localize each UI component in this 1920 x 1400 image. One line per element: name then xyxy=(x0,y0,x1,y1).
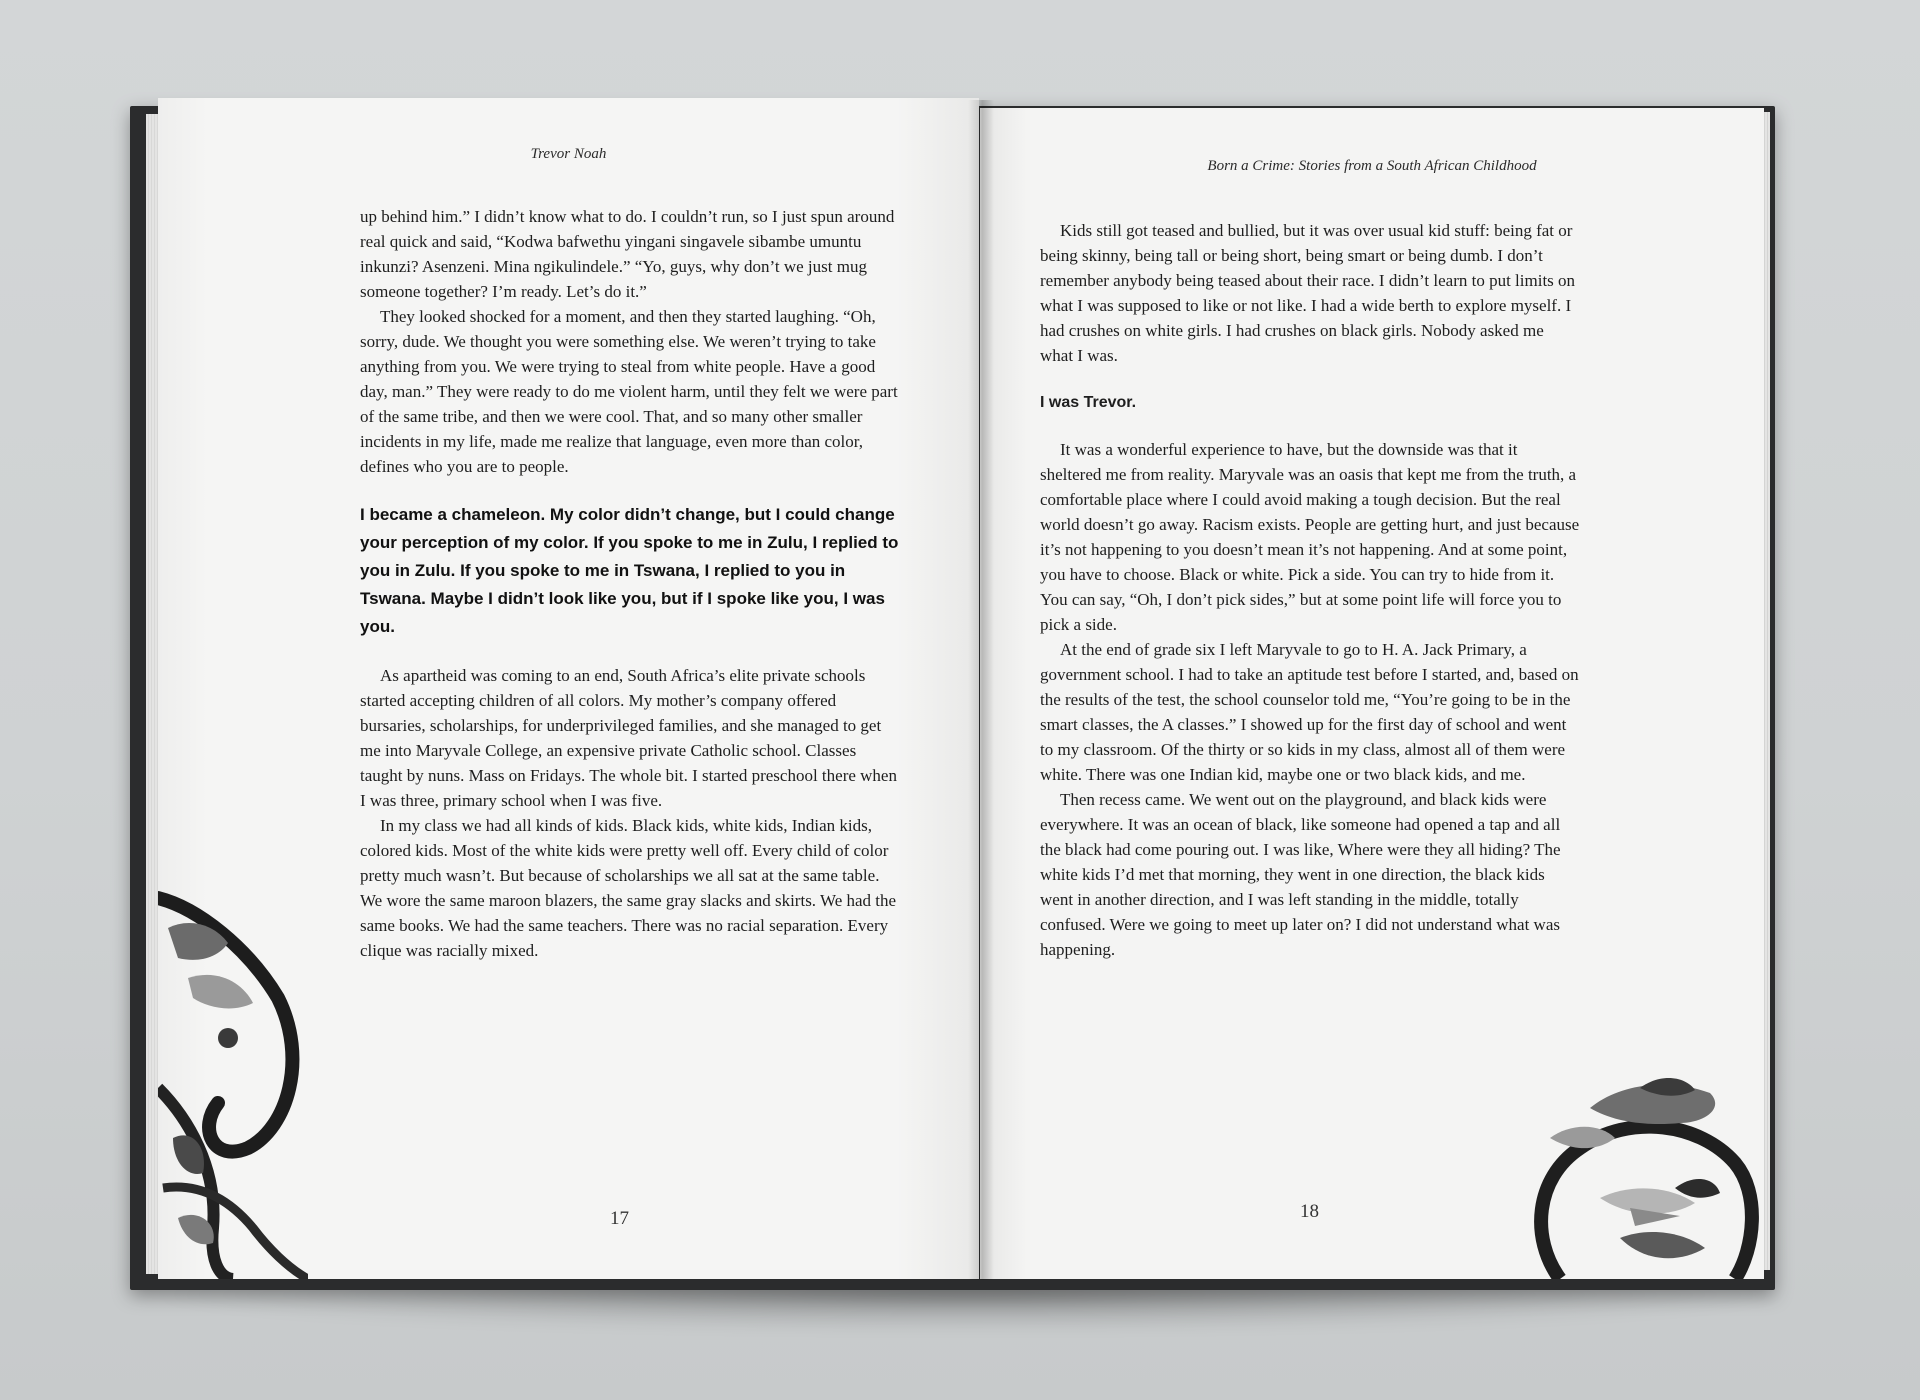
ink-ornament-illustration xyxy=(158,888,308,1279)
left-page xyxy=(158,98,979,1279)
paragraph: At the end of grade six I left Maryvale to go to H. A. Jack Primary, a government school. I had to take an aptitude test before I started, and, based on the results of the test, the school counselor told me, “You’re going to be in the smart classes, the A classes.” I showed up for the first day of school and went to my classroom. Of the thirty or so kids in my class, almost all of them were white. There was one Indian kid, maybe one or two black kids, and me. xyxy=(1040,640,1579,784)
running-head-title: Born a Crime: Stories from a South African Childhood xyxy=(1207,158,1537,174)
bold-statement: I was Trevor. xyxy=(1040,394,1137,411)
paragraph: up behind him.” I didn’t know what to do. I couldn’t run, so I just spun around real quick and said, “Kodwa bafwethu yingani singavele sibambe umuntu inkunzi? Asenzeni. Mina ngikulindele.” “Yo, guys, why don’t we just mug someone together? I’m ready. Let’s do it.” xyxy=(360,207,895,301)
page-number: 17 xyxy=(610,1208,629,1229)
paragraph: They looked shocked for a moment, and then they started laughing. “Oh, sorry, dude. We thought you were something else. We weren’t trying to take anything from you. We were trying to steal from white people. Have a good day, man.” They were ready to do me violent harm, until they felt we were part of the same tribe, and then we were cool. That, and so many other smaller incidents in my life, made me realize that language, even more than color, defines who you are to people. xyxy=(360,307,898,476)
paragraph: Then recess came. We went out on the playground, and black kids were everywhere. It was an ocean of black, like someone had opened a tap and all the black had come pouring out. I was like, Where were they all hiding? The white kids I’d met that morning, they went in one direction, the black kids went in another direction, and I was left standing in the middle, totally confused. Were we going to meet up later on? I did not understand what was happening. xyxy=(1040,790,1561,959)
left-page-body xyxy=(360,204,900,963)
paragraph: It was a wonderful experience to have, but the downside was that it sheltered me from reality. Maryvale was an oasis that kept me from the truth, a comfortable place where I could avoid making a tough decision. But the real world doesn’t go away. Racism exists. People are getting hurt, and just because it’s not happening to you doesn’t mean it’s not happening. And at some point, you have to choose. Black or white. Pick a side. You can try to hide from it. You can say, “Oh, I don’t pick sides,” but at some point life will force you to pick a side. xyxy=(1040,440,1580,634)
page-number: 18 xyxy=(1300,1201,1319,1222)
right-page xyxy=(980,108,1764,1279)
paragraph: As apartheid was coming to an end, South Africa’s elite private schools started accepting children of all colors. My mother’s company offered bursaries, scholarships, for underprivileged families, and she managed to get me into Maryvale College, an expensive private Catholic school. Classes taught by nuns. Mass on Fridays. The whole bit. I started preschool there when I was three, primary school when I was five. xyxy=(360,666,897,810)
paragraph: Kids still got teased and bullied, but it was over usual kid stuff: being fat or being skinny, being tall or being short, being smart or being dumb. I don’t remember anybody being teased about their race. I didn’t learn to put limits on what I was supposed to like or not like. I had a wide berth to explore myself. I had crushes on white girls. I had crushes on black girls. Nobody asked me what I was. xyxy=(1040,221,1576,365)
ink-ornament-illustration xyxy=(1520,1068,1764,1279)
book-gutter-shadow xyxy=(968,100,994,1280)
pull-quote: I became a chameleon. My color didn’t change, but I could change your perception of my color. If you spoke to me in Zulu, I replied to you in Zulu. If you spoke to me in Tswana, I replied to you in Tswana. Maybe I didn’t look like you, but if I spoke like you, I was you. xyxy=(360,505,899,636)
right-page-body xyxy=(1040,218,1580,962)
paragraph: In my class we had all kinds of kids. Black kids, white kids, Indian kids, colored kids. Most of the white kids were pretty well off. Every child of color pretty much wasn’t. But because of scholarships we all sat at the same table. We wore the same maroon blazers, the same gray slacks and skirts. We had the same books. We had the same teachers. There was no racial separation. Every clique was racially mixed. xyxy=(360,816,897,960)
running-head-author: Trevor Noah xyxy=(530,146,607,162)
